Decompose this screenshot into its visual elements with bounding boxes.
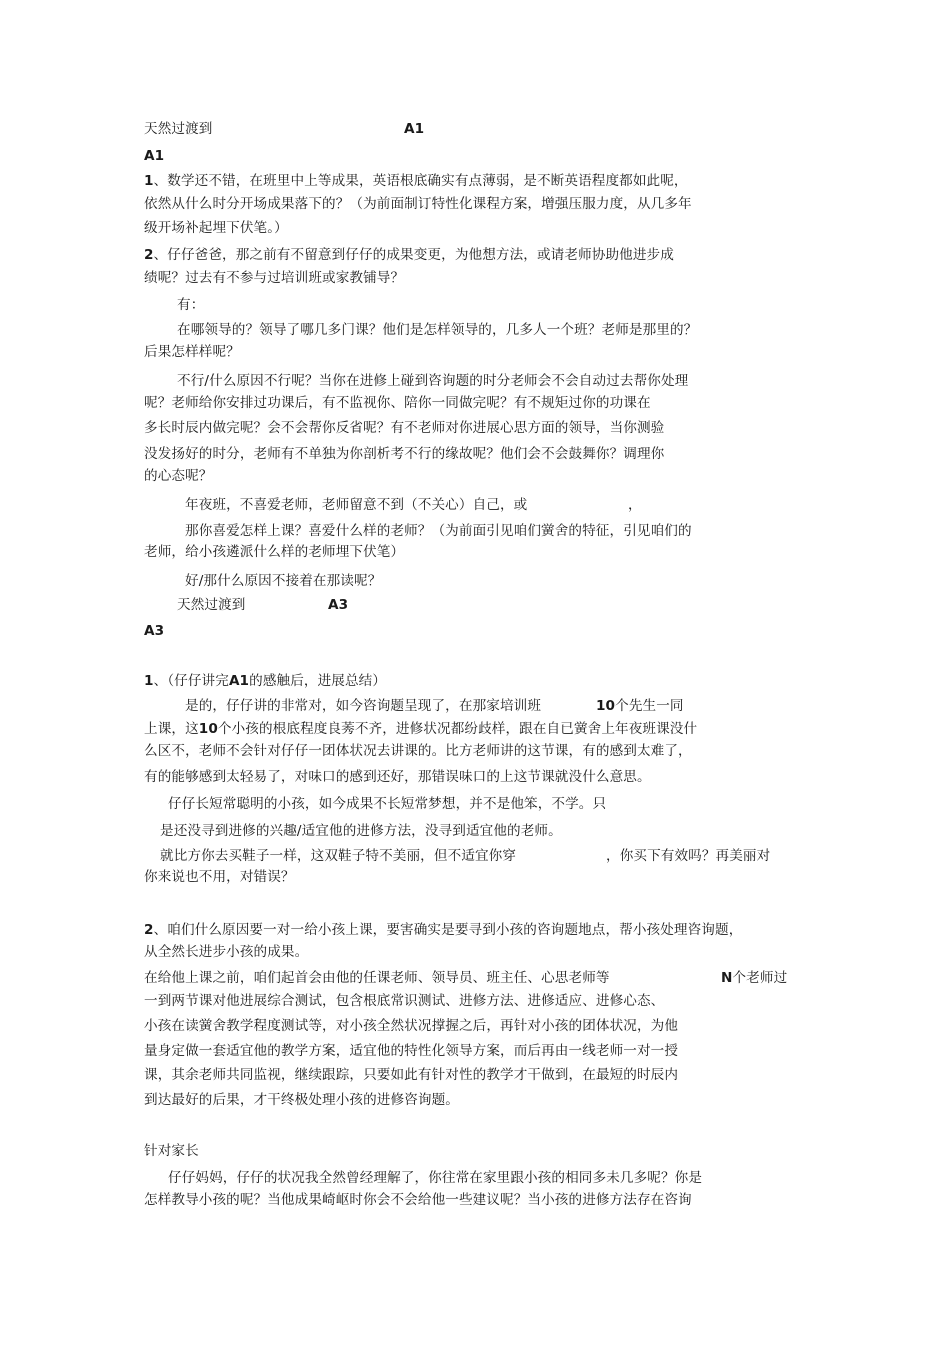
a3-p2-line-2: 从全然长进步小孩的成果。 bbox=[144, 944, 309, 960]
a3-p2-line-3: 一到两节课对他进展综合测试，包含根底常识测试、进修方法、进修适应、进修心态、 bbox=[144, 993, 665, 1009]
a3-p2-line-5: 量身定做一套适宜他的教学方案，适宜他的特性化领导方案，而后再由一线老师一对一授 bbox=[144, 1043, 679, 1059]
section-label-a3: A3 bbox=[144, 623, 165, 639]
bad-line-1: 不行/什么原因不行呢？当你在进修上碰到咨询题的时分老师会不会自动过去帮你处理 bbox=[177, 373, 689, 389]
parents-line-1: 仔仔妈妈，仔仔的状况我全然曾经理解了，你往常在家里跟小孩的相同多未几多呢？你是 bbox=[168, 1170, 703, 1186]
a3-p1-lead-text: 、（仔仔讲完 bbox=[153, 673, 229, 689]
a3-p2-line-1 bbox=[144, 920, 742, 940]
a3-p1-line-2 bbox=[144, 719, 697, 739]
a3-p1-line-2-a: 上课，这 bbox=[144, 721, 199, 737]
yes-label: 有： bbox=[177, 297, 205, 313]
a1-q1-line-1 bbox=[144, 171, 688, 191]
transition-a3-text: 天然过渡到 bbox=[177, 597, 246, 613]
a3-p1-line-1-right bbox=[596, 696, 684, 716]
transition-heading-text: 天然过渡到 bbox=[144, 121, 213, 137]
section-label-a1: A1 bbox=[144, 148, 165, 164]
night-class-line: 年夜班，不喜爱老师，老师留意不到（不关心）自己，或 bbox=[185, 497, 528, 513]
bad-line-5: 的心态呢？ bbox=[144, 468, 213, 484]
a3-p2-before-n: N bbox=[721, 970, 733, 986]
a3-p2-line-4: 小孩在读黉舍教学程度测试等，对小孩全然状况撑握之后，再针对小孩的团体状况，为他 bbox=[144, 1018, 679, 1034]
bad-line-2: 呢？老师给你安排过功课后，有不监视你、陪你一同做完呢？有不规矩过你的功课在 bbox=[144, 395, 651, 411]
a3-p1-lead-bold: A1 bbox=[228, 673, 250, 689]
transition-a3-target: A3 bbox=[328, 597, 349, 613]
parents-line-2: 怎样教导小孩的呢？当他成果崎岖时你会不会给他一些建议呢？当小孩的进修方法存在咨询 bbox=[144, 1192, 692, 1208]
a1-q2-line-1 bbox=[144, 245, 674, 265]
a3-shoe-line-1: 就比方你去买鞋子一样，这双鞋子特不美丽，但不适宜你穿 bbox=[160, 848, 517, 864]
a3-p1-line-3: 么区不，老师不会针对仔仔一团体状况去讲课的。比方老师讲的这节课，有的感到太难了， bbox=[144, 743, 692, 759]
night-class-comma: ， bbox=[628, 497, 642, 513]
a1-q1-text: 、数学还不错，在班里中上等成果，英语根底确实有点薄弱，是不断英语程度都如此呢， bbox=[153, 173, 688, 189]
a1-q2-text: 、仔仔爸爸，那之前有不留意到仔仔的成果变更，为他想方法，或请老师协助他进步成 bbox=[153, 247, 674, 263]
a3-p2-before-right bbox=[721, 968, 787, 988]
a3-p1-line-2-b: 个小孩的根底程度良莠不齐，进修状况都纷歧样，跟在自已黉舍上年夜班课没什 bbox=[217, 721, 698, 737]
a3-shoe-line-1-right: ，你买下有效吗？再美丽对 bbox=[606, 848, 771, 864]
a1-q2-line-2: 绩呢？过去有不参与过培训班或家教铺导？ bbox=[144, 270, 405, 286]
parents-heading: 针对家长 bbox=[144, 1143, 199, 1159]
a3-p1-lead-tail: 的感触后，进展总结） bbox=[249, 673, 387, 689]
a3-p2-last-line: 到达最好的后果，才干终极处理小孩的进修咨询题。 bbox=[144, 1092, 459, 1108]
a3-p2-before-line: 在给他上课之前，咱们起首会由他的任课老师、领导员、班主任、心思老师等 bbox=[144, 970, 610, 986]
a3-child-line-2: 是还没寻到进修的兴趣/适宜他的进修方法，没寻到适宜他的老师。 bbox=[160, 823, 562, 839]
a3-p1-line-1 bbox=[185, 696, 541, 716]
yes-line-1: 在哪领导的？领导了哪几多门课？他们是怎样领导的，几多人一个班？老师是那里的？ bbox=[177, 322, 698, 338]
pref-line-2: 老师，给小孩遴派什么样的老师埋下伏笔） bbox=[144, 544, 405, 560]
a3-shoe-line-2: 你来说也不用，对错误？ bbox=[144, 869, 295, 885]
a3-p1-line-1-num: 10 bbox=[596, 698, 616, 714]
yes-line-2: 后果怎样样呢？ bbox=[144, 344, 240, 360]
a3-p1-lead bbox=[144, 671, 386, 691]
a3-p1-line-2-num: 10 bbox=[198, 721, 218, 737]
transition-heading-target: A1 bbox=[404, 121, 425, 137]
a3-p2-text: 、咱们什么原因要一对一给小孩上课，要害确实是要寻到小孩的咨询题地点，帮小孩处理咨询题， bbox=[153, 922, 743, 938]
pref-line-1: 那你喜爱怎样上课？喜爱什么样的老师？（为前面引见咱们黉舍的特征，引见咱们的 bbox=[185, 523, 692, 539]
a1-q1-line-2: 依然从什么时分开场成果落下的？（为前面制订特性化课程方案，增强压服力度，从几多年 bbox=[144, 196, 692, 212]
a1-q2-number: 2 bbox=[144, 247, 154, 263]
a3-p1-line-4: 有的能够感到太轻易了，对味口的感到还好，那错误味口的上这节课就没什么意思。 bbox=[144, 769, 651, 785]
a3-p2-serif-line: 课，其余老师共同监视，继续跟踪，只要如此有针对性的教学才干做到，在最短的时辰内 bbox=[144, 1067, 679, 1083]
a3-p1-line-1-b: 个先生一同 bbox=[615, 698, 684, 714]
a3-p2-number: 2 bbox=[144, 922, 154, 938]
a3-p1-line-1-a: 是的，仔仔讲的非常对，如今咨询题呈现了，在那家培训班 bbox=[185, 698, 542, 714]
a3-child-line-1: 仔仔长短常聪明的小孩，如今成果不长短常梦想，并不是他笨，不学。只 bbox=[168, 796, 607, 812]
a3-p2-before-b: 个老师过 bbox=[732, 970, 788, 986]
a1-q1-line-3: 级开场补起埋下伏笔。） bbox=[144, 220, 288, 236]
bad-line-3: 多长时辰内做完呢？会不会帮你反省呢？有不老师对你进展心思方面的领导，当你测验 bbox=[144, 420, 665, 436]
bad-line-4: 没发扬好的时分，老师有不单独为你剖析考不行的缘故呢？他们会不会鼓舞你？调理你 bbox=[144, 446, 665, 462]
a3-p1-number: 1 bbox=[144, 673, 154, 689]
a1-q1-number: 1 bbox=[144, 173, 154, 189]
good-line: 好/那什么原因不接着在那读呢？ bbox=[185, 573, 382, 589]
